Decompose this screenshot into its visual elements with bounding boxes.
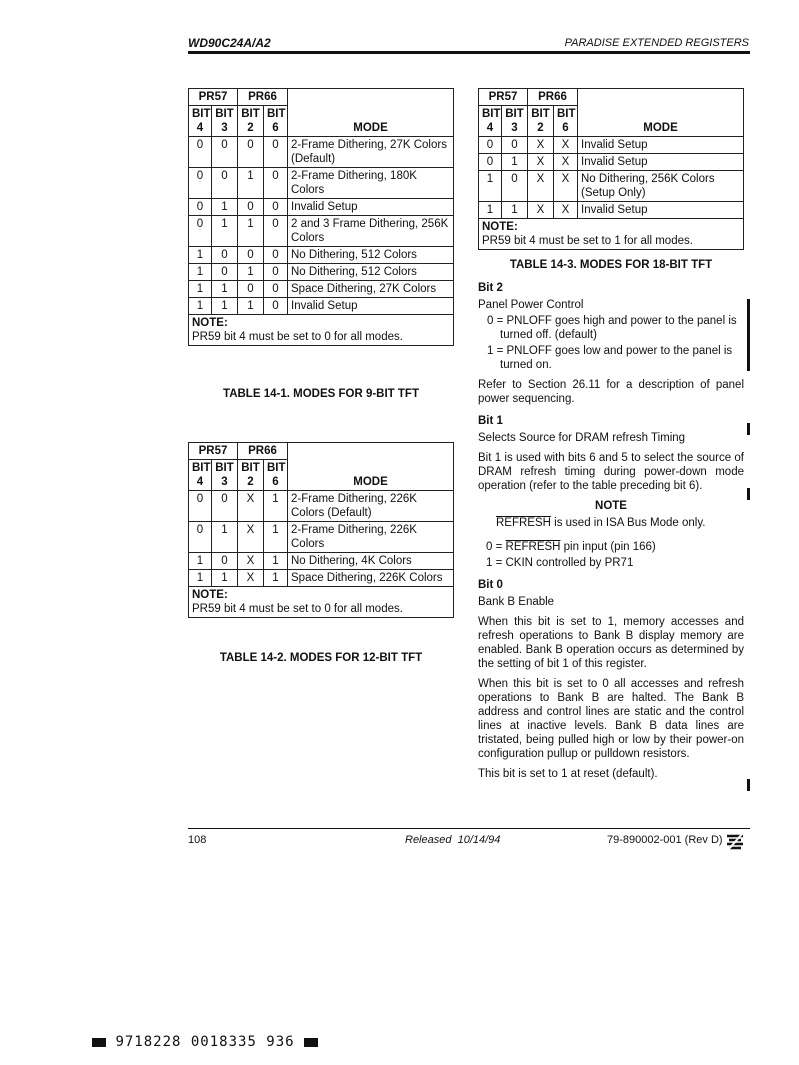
- bit-header: BIT 4: [189, 106, 212, 137]
- change-bar: [747, 299, 750, 371]
- bit-value-cell: X: [238, 553, 264, 570]
- mode-cell: 2-Frame Dithering, 226K Colors: [288, 522, 454, 553]
- bit-value-cell: 1: [189, 298, 212, 315]
- group-header-pr57: PR57: [479, 89, 528, 106]
- change-bar: [747, 779, 750, 791]
- bit-value-cell: 1: [264, 553, 288, 570]
- bit-value-cell: 1: [479, 171, 502, 202]
- mode-header: MODE: [578, 89, 744, 137]
- bit-value-cell: 1: [502, 202, 528, 219]
- barcode-block-icon: [92, 1038, 106, 1047]
- mode-cell: 2-Frame Dithering, 180K Colors: [288, 168, 454, 199]
- table-row: [479, 202, 744, 219]
- bit-value-cell: X: [238, 491, 264, 522]
- footer-rule: [188, 828, 750, 829]
- bit-value-cell: X: [528, 202, 554, 219]
- bit-value-cell: 0: [189, 491, 212, 522]
- group-header-pr57: PR57: [189, 443, 238, 460]
- barcode-block-icon: [304, 1038, 318, 1047]
- mode-cell: 2-Frame Dithering, 226K Colors (Default): [288, 491, 454, 522]
- mode-cell: 2-Frame Dithering, 27K Colors (Default): [288, 137, 454, 168]
- bit-value-cell: 1: [212, 199, 238, 216]
- table-row: [479, 171, 744, 202]
- change-bar: [747, 488, 750, 500]
- table-9bit-tft: [188, 88, 454, 346]
- bit0-title: Bank B Enable: [478, 596, 555, 608]
- table-row: [189, 137, 454, 168]
- table-caption: TABLE 14-1. MODES FOR 9-BIT TFT: [223, 388, 419, 400]
- bit2-heading: Bit 2: [478, 282, 503, 294]
- bit-value-cell: 0: [189, 168, 212, 199]
- group-header-pr66: PR66: [238, 89, 288, 106]
- table-note: [479, 219, 744, 250]
- bit-value-cell: 0: [238, 281, 264, 298]
- bit-header: BIT 4: [189, 460, 212, 491]
- bit-value-cell: 0: [189, 199, 212, 216]
- bit-header: BIT 2: [238, 106, 264, 137]
- bit-value-cell: 0: [264, 168, 288, 199]
- note-text: PR59 bit 4 must be set to 0 for all modes.: [192, 331, 403, 343]
- mode-header: MODE: [288, 443, 454, 491]
- bit2-option-1: 1 = PNLOFF goes low and power to the panel is turned on.: [487, 345, 733, 371]
- mode-cell: No Dithering, 512 Colors: [288, 264, 454, 281]
- bit-value-cell: 1: [212, 281, 238, 298]
- bit-value-cell: 0: [238, 199, 264, 216]
- table-row: [189, 199, 454, 216]
- bit-value-cell: X: [238, 570, 264, 587]
- bit1-title: Selects Source for DRAM refresh Timing: [478, 432, 686, 444]
- bit-value-cell: 0: [212, 168, 238, 199]
- bit-value-cell: 1: [264, 570, 288, 587]
- note-text: PR59 bit 4 must be set to 0 for all modes.: [192, 603, 403, 615]
- bit-value-cell: 1: [502, 154, 528, 171]
- bit-value-cell: 1: [264, 491, 288, 522]
- table-12bit-tft: [188, 442, 454, 618]
- bit-header: BIT 6: [264, 460, 288, 491]
- bit-value-cell: 0: [264, 247, 288, 264]
- bit-value-cell: 0: [264, 298, 288, 315]
- bit-value-cell: 0: [212, 247, 238, 264]
- bit-value-cell: X: [554, 202, 578, 219]
- bit-value-cell: 0: [502, 137, 528, 154]
- bit-value-cell: 0: [212, 137, 238, 168]
- bit-value-cell: 0: [212, 264, 238, 281]
- mode-cell: Invalid Setup: [288, 298, 454, 315]
- bit-value-cell: X: [554, 137, 578, 154]
- bit-value-cell: X: [238, 522, 264, 553]
- bit1-option-1: 1 = CKIN controlled by PR71: [486, 557, 634, 569]
- table-row: [189, 168, 454, 199]
- bit-value-cell: 1: [212, 570, 238, 587]
- table-note: [189, 315, 454, 346]
- bit-value-cell: 0: [238, 247, 264, 264]
- bit-value-cell: X: [528, 137, 554, 154]
- bit-value-cell: 0: [502, 171, 528, 202]
- refresh-signal: REFRESH: [496, 517, 551, 529]
- mode-cell: No Dithering, 256K Colors (Setup Only): [578, 171, 744, 202]
- table-row: [189, 281, 454, 298]
- bit-value-cell: 1: [238, 216, 264, 247]
- bit-value-cell: X: [554, 171, 578, 202]
- bit-value-cell: 1: [264, 522, 288, 553]
- bit-value-cell: 0: [189, 216, 212, 247]
- bit0-paragraph-2: When this bit is set to 0 all accesses and refresh operations to Bank B are halted. The Bank B address and control lines are static and the control lines at inactive levels. Bank B data lines are tristated, being pulled high or low by their power-on configuration pullup or pulldown resistors.: [478, 678, 744, 760]
- bit-value-cell: 1: [189, 247, 212, 264]
- table-row: [189, 216, 454, 247]
- group-header-pr66: PR66: [528, 89, 578, 106]
- bit-value-cell: 0: [189, 522, 212, 553]
- bit-value-cell: X: [528, 154, 554, 171]
- mode-cell: Invalid Setup: [578, 202, 744, 219]
- mode-cell: Invalid Setup: [578, 154, 744, 171]
- bit-value-cell: 0: [212, 491, 238, 522]
- bit-value-cell: 0: [264, 264, 288, 281]
- group-header-pr66: PR66: [238, 443, 288, 460]
- bit-header: BIT 6: [554, 106, 578, 137]
- table-caption: TABLE 14-2. MODES FOR 12-BIT TFT: [219, 652, 423, 664]
- bit-value-cell: 1: [189, 264, 212, 281]
- table-caption: TABLE 14-3. MODES FOR 18-BIT TFT: [509, 259, 713, 271]
- section-title: PARADISE EXTENDED REGISTERS: [564, 37, 749, 49]
- bit-value-cell: 0: [264, 281, 288, 298]
- bit-value-cell: 1: [212, 216, 238, 247]
- bit1-option-0: 0 = REFRESH pin input (pin 166): [486, 541, 656, 553]
- table-row: [189, 298, 454, 315]
- table-row: [189, 522, 454, 553]
- bit-value-cell: 1: [238, 298, 264, 315]
- refresh-signal: REFRESH: [505, 541, 561, 553]
- bit-value-cell: 1: [189, 570, 212, 587]
- bit-value-cell: 0: [479, 154, 502, 171]
- table-row: [189, 264, 454, 281]
- wd-logo-icon: [725, 832, 745, 857]
- table-row: [189, 247, 454, 264]
- bit-value-cell: 1: [479, 202, 502, 219]
- bit-value-cell: 1: [212, 298, 238, 315]
- bit-value-cell: 1: [238, 264, 264, 281]
- bit-header: BIT 3: [212, 460, 238, 491]
- table-row: [189, 570, 454, 587]
- table-row: [479, 137, 744, 154]
- bit-value-cell: 1: [238, 168, 264, 199]
- bit-value-cell: 1: [212, 522, 238, 553]
- bit2-refer: Refer to Section 26.11 for a description of panel power sequencing.: [478, 379, 744, 405]
- table-row: [189, 553, 454, 570]
- bit-header: BIT 2: [238, 460, 264, 491]
- mode-cell: Invalid Setup: [578, 137, 744, 154]
- table-row: [189, 491, 454, 522]
- bit-header: BIT 3: [212, 106, 238, 137]
- table-18bit-tft: [478, 88, 744, 250]
- note-label: NOTE:: [482, 221, 518, 233]
- bit-value-cell: 0: [212, 553, 238, 570]
- mode-cell: 2 and 3 Frame Dithering, 256K Colors: [288, 216, 454, 247]
- note-label: NOTE:: [192, 317, 228, 329]
- bit-value-cell: 1: [189, 281, 212, 298]
- bit0-paragraph-1: When this bit is set to 1, memory accesses and refresh operations to Bank B display memory are enabled. Bank B operation occurs as determined by the setting of bit 1 of this register.: [478, 616, 744, 670]
- bit0-paragraph-3: This bit is set to 1 at reset (default).: [478, 768, 658, 780]
- group-header-pr57: PR57: [189, 89, 238, 106]
- doc-part-number: WD90C24A/A2: [188, 36, 271, 50]
- bit0-heading: Bit 0: [478, 579, 503, 591]
- right-column-text: [478, 281, 744, 787]
- table-note: [189, 587, 454, 618]
- bit-value-cell: 0: [264, 137, 288, 168]
- mode-cell: Space Dithering, 27K Colors: [288, 281, 454, 298]
- bit-value-cell: 0: [264, 199, 288, 216]
- bit-value-cell: X: [554, 154, 578, 171]
- bit1-description: Bit 1 is used with bits 6 and 5 to select the source of DRAM refresh timing during power-down mode operation (refer to the table preceding bit 6).: [478, 452, 744, 492]
- bit-value-cell: 0: [264, 216, 288, 247]
- bit-header: BIT 4: [479, 106, 502, 137]
- bit-header: BIT 2: [528, 106, 554, 137]
- bit1-heading: Bit 1: [478, 415, 503, 427]
- bit-value-cell: 0: [189, 137, 212, 168]
- mode-header: MODE: [288, 89, 454, 137]
- table-row: [479, 154, 744, 171]
- bit-value-cell: X: [528, 171, 554, 202]
- bit-value-cell: 0: [479, 137, 502, 154]
- release-date: Released 10/14/94: [405, 834, 501, 846]
- header-rule: [188, 51, 750, 54]
- mode-cell: Invalid Setup: [288, 199, 454, 216]
- mode-cell: No Dithering, 4K Colors: [288, 553, 454, 570]
- mode-cell: Space Dithering, 226K Colors: [288, 570, 454, 587]
- bit2-option-0: 0 = PNLOFF goes high and power to the panel is turned off. (default): [487, 315, 737, 341]
- note-label: NOTE:: [192, 589, 228, 601]
- bit-header: BIT 3: [502, 106, 528, 137]
- page-number: 108: [188, 834, 207, 846]
- change-bar: [747, 423, 750, 435]
- note-text: PR59 bit 4 must be set to 1 for all modes.: [482, 235, 693, 247]
- note-text: REFRESH is used in ISA Bus Mode only.: [496, 517, 706, 529]
- barcode-line: [92, 1034, 318, 1050]
- bit-value-cell: 1: [189, 553, 212, 570]
- mode-cell: No Dithering, 512 Colors: [288, 247, 454, 264]
- note-heading: NOTE: [595, 500, 627, 512]
- bit2-title: Panel Power Control: [478, 299, 584, 311]
- bit-header: BIT 6: [264, 106, 288, 137]
- barcode-number: 9718228 0018335 936: [115, 1034, 295, 1050]
- document-number: 79-890002-001 (Rev D): [607, 834, 723, 846]
- bit-value-cell: 0: [238, 137, 264, 168]
